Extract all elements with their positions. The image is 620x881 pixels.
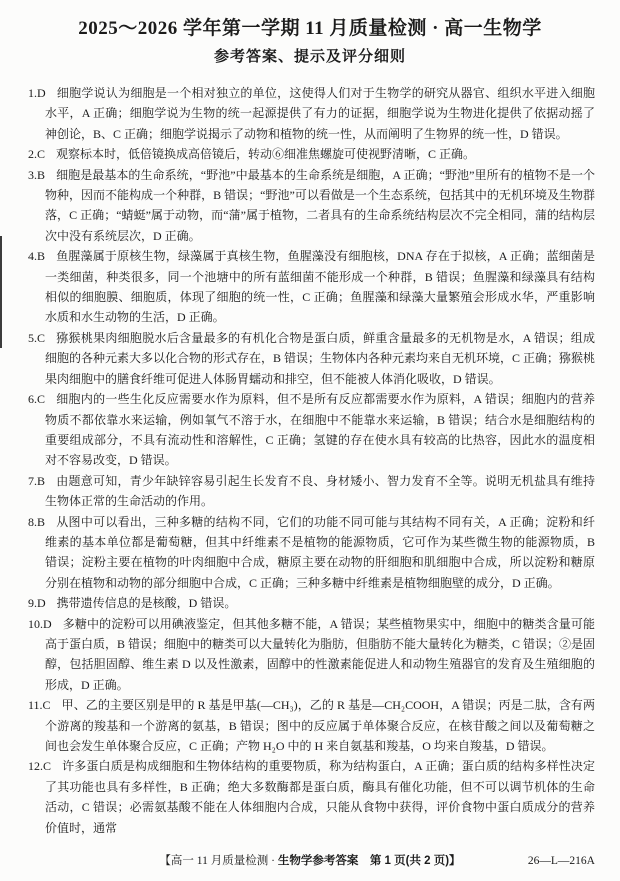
answer-label-12: 12.C [28,759,52,774]
answer-explanation-7: 由题意可知，青少年缺锌容易引起生长发育不良、身材矮小、智力发育不全等。说明无机盐具有维持生物体正常的生命活动的作用。 [45,473,595,509]
answer-item-10 [28,614,595,696]
answer-item-3 [28,165,595,247]
answer-item-2 [28,144,595,164]
answer-item-7 [28,471,595,512]
answer-explanation-12: 许多蛋白质是构成细胞和生物体结构的重要物质，称为结构蛋白，A 正确；蛋白质的结构多样性决定了其功能也具有多样性，B 正确；绝大多数酶都是蛋白质，酶具有催化功能，但不可以调节机体的生命活动，C 错误；必需氨基酸不能在人体细胞内合成，只能从食物中获得，评价食物中蛋白质成分的营养价值时，通常 [45,759,595,835]
footer-code: 26—L—216A [527,855,595,867]
page-title: 2025～2026 学年第一学期 11 月质量检测 · 高一生物学 [78,18,542,39]
answer-item-11 [28,695,595,756]
answer-item-4 [28,246,595,328]
answers-list [28,83,595,838]
page-footer [0,851,620,871]
answer-label-1: 1.D [28,86,46,100]
answer-explanation-8: 从图中可以看出，三种多糖的结构不同，它们的功能不同可能与其结构不同有关，A 正确；淀粉和纤维素的基本单位都是葡萄糖，但其中纤维素不是植物的能源物质，它可作为某些微生物的能源物质，B 错误；淀粉主要在植物的叶肉细胞中合成，糖原主要在动物的肝细胞和肌细胞中合成，所以淀粉和糖原分别在植物和动物的部分细胞中合成，C 正确；三种多糖中纤维素是植物细胞壁的成分，D 正确。 [45,514,595,590]
answer-explanation-2: 观察标本时，低倍镜换成高倍镜后，转动⑥细准焦螺旋可使视野清晰，C 正确。 [56,147,476,162]
answer-label-6: 6.C [28,392,46,407]
answer-item-8 [28,512,595,594]
answer-item-9 [28,593,595,613]
answer-item-6 [28,389,595,471]
footer-prefix: 【高一 11 月质量检测 · [159,855,278,867]
answer-item-5 [28,328,595,389]
page-subtitle: 参考答案、提示及评分细则 [213,48,406,65]
answer-label-8: 8.B [28,514,46,529]
answer-explanation-3: 细胞是最基本的生命系统，“野池”中最基本的生命系统是细胞，A 正确；“野池”里所有的植物不是一个物种，因而不能构成一个种群，B 错误；“野池”可以看做是一个生态系统，包括其中的无机环境及生物群落，C 正确；“蜻蜓”属于动物，而“蒲”属于植物，二者具有的生命系统结构层次不完全相同，蒲的结构层次中没有系统层次，D 正确。 [45,167,595,243]
answer-explanation-1: 细胞学说认为细胞是一个相对独立的单位，这使得人们对于生物学的研究从器官、组织水平进入细胞水平，A 正确；细胞学说为生物的统一起源提供了有力的证据，细胞学说为生物进化提供了依据动摇了神创论，B、C 正确；细胞学说揭示了动物和植物的统一性，从而阐明了生物界的统一性，D 错误。 [45,86,595,141]
answer-explanation-5: 猕猴桃果肉细胞脱水后含量最多的有机化合物是蛋白质，鲜重含量最多的无机物是水，A 错误；组成细胞的各种元素大多以化合物的形式存在，B 错误；生物体内各种元素均来自无机环境，C 正确；猕猴桃果肉细胞中的膳食纤维可促进人体肠胃蠕动和排空，但不能被人体消化吸收，D 错误。 [45,330,596,386]
answer-explanation-11: 甲、乙的主要区别是甲的 R 基是甲基(—CH₃)，乙的 R 基是—CH₂COOH，A 错误；丙是二肽，含有两个游离的羧基和一个游离的氨基，B 错误；图中的反应属于单体聚合反应，在核苷酸之间以及葡萄糖之间也会发生单体聚合反应，C 正确；产物 H₂O 中的 H 来自氨基和羧基，O 均来自羧基，D 错误。 [45,698,595,753]
scan-edge-artifact [0,236,2,348]
answer-item-1 [28,83,595,144]
answer-label-3: 3.B [28,167,46,182]
answer-explanation-9: 携带遗传信息的是核酸，D 错误。 [56,596,237,611]
answer-explanation-6: 细胞内的一些生化反应需要水作为原料，但不是所有反应都需要水作为原料，A 错误；细胞内的营养物质不都依靠水来运输，例如氧气不溶于水，在细胞中不能靠水来运输，B 错误；结合水是细胞结构的重要组成部分，不具有流动性和溶解性，C 正确；氢键的存在使水具有较高的比热容，因此水的温度相对不容易改变，D 错误。 [45,392,595,468]
answer-label-4: 4.B [28,249,46,264]
footer-doc-name: 生物学参考答案 [277,855,359,867]
answer-explanation-10: 多糖中的淀粉可以用碘液鉴定，但其他多糖不能，A 错误；某些植物果实中，细胞中的糖类含量可能高于蛋白质，B 错误；细胞中的糖类可以大量转化为脂肪，但脂肪不能大量转化为糖类，C 错误；②是固醇，包括胆固醇、维生素 D 以及性激素，固醇中的性激素能促进人和动物生殖器官的发育及生殖细胞的形成，D 正确。 [45,616,596,692]
answer-label-10: 10.D [28,616,52,631]
answer-label-9: 9.D [28,596,46,611]
answer-label-7: 7.B [28,473,46,488]
answer-label-5: 5.C [28,330,46,345]
answer-label-11: 11.C [28,698,51,713]
answer-label-2: 2.C [28,147,46,162]
answer-explanation-4: 鱼腥藻属于原核生物，绿藻属于真核生物，鱼腥藻没有细胞核，DNA 存在于拟核，A 正确；蓝细菌是一类细菌，种类很多，同一个池塘中的所有蓝细菌不能形成一个种群，B 错误；鱼腥藻和绿藻具有结构相似的细胞膜、细胞质，体现了细胞的统一性，C 正确；鱼腥藻和绿藻大量繁殖会形成水华，严重影响水质和水生动物的生活，D 正确。 [45,249,595,325]
footer-page-info: 第 1 页(共 2 页)】 [358,855,461,867]
answer-item-12 [28,756,595,838]
